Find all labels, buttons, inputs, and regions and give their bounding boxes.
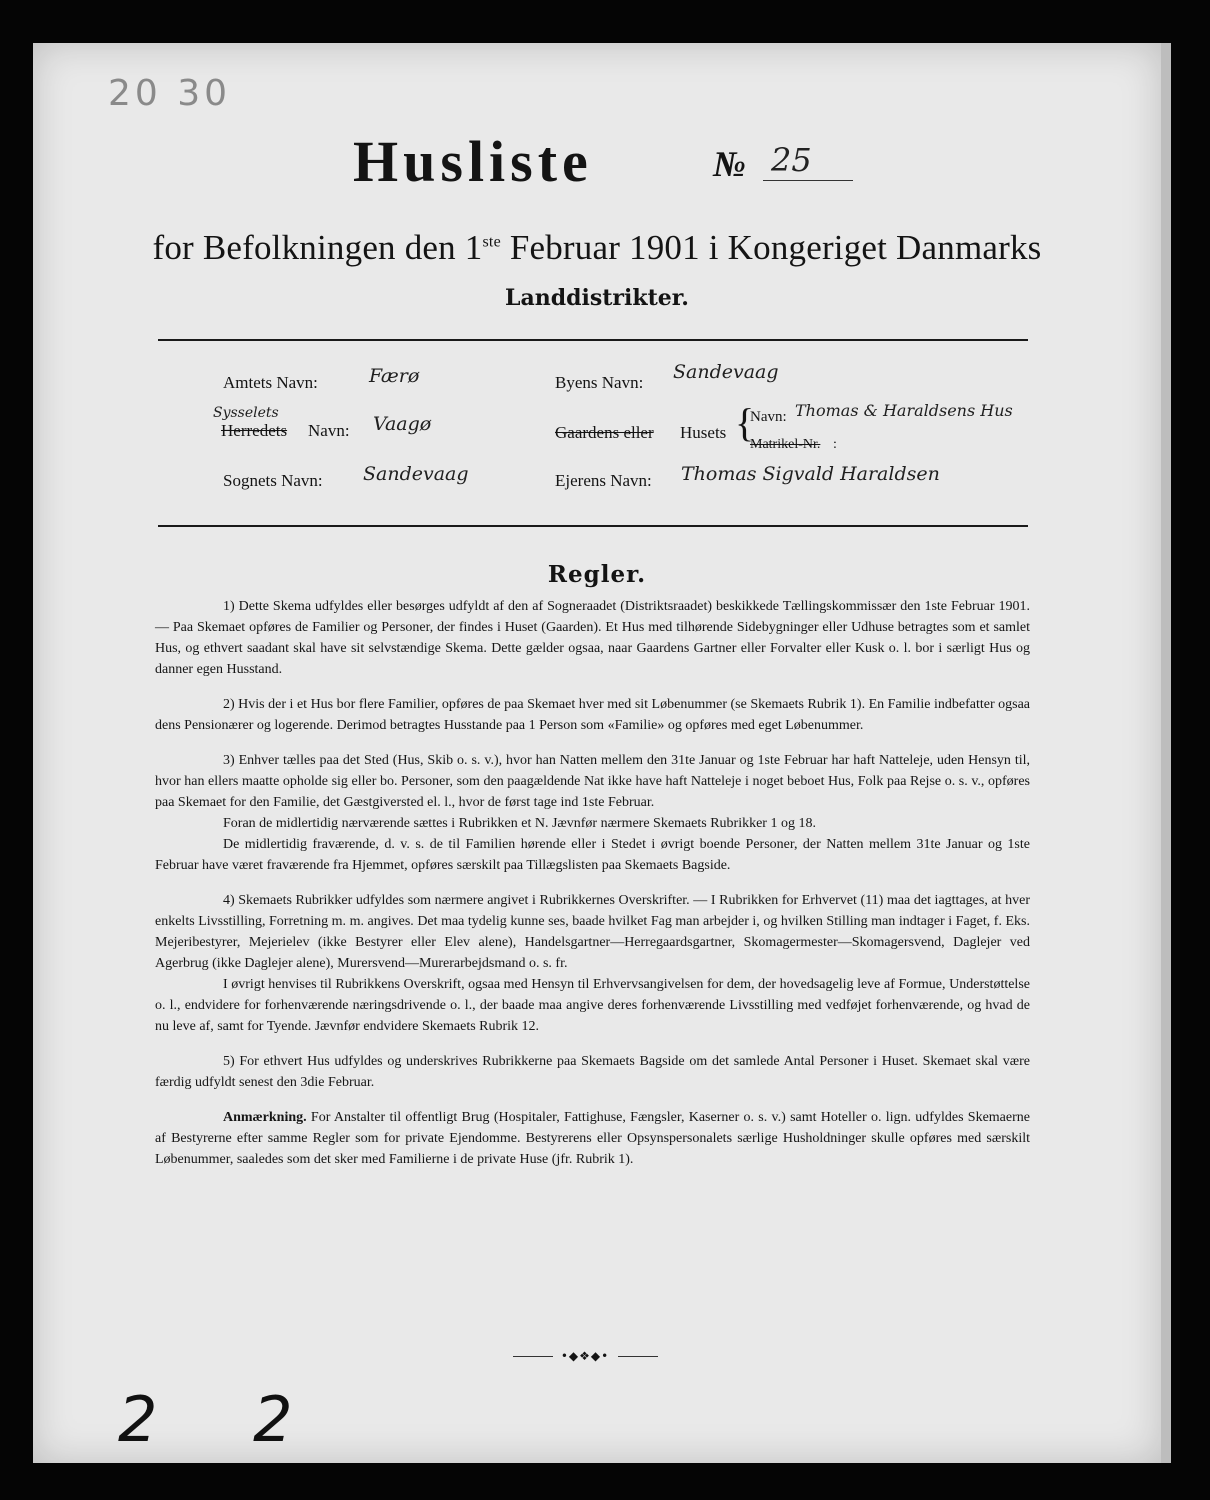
ornament: •◆❖◆• [560,1349,610,1363]
pencil-page-number: 20 30 [108,73,232,114]
census-form-page [33,43,1161,1463]
by-value: Sandevaag [673,361,779,383]
sogn-label: Sognets Navn: [223,471,323,490]
note-label: Anmærkning. [223,1110,307,1125]
house-name-value: Thomas & Haraldsens Hus [795,401,1013,420]
herred-label: Navn: [308,421,350,440]
ejer-value: Thomas Sigvald Haraldsen [681,463,940,485]
sogn-value: Sandevaag [363,463,469,485]
rule-3: 3) Enhver tælles paa det Sted (Hus, Skib o. s. v.), hvor han Natten mellem den 31te Januar og 1ste Februar har haft Natteleje, uden Hensyn til, hvor han ellers maatte opholde sig eller bo. Personer, som den paagældende Nat ikke have haft Natteleje i noget beboet Hus, Folk paa Rejse o. s. v., opføres paa Skemaet for den Familie, det Gæstgiversted el. l., hvor de først tage ind 1ste Februar. [155,753,1030,810]
rules-heading: Regler. [547,561,647,588]
page-edge [1161,43,1171,1463]
ornament-line-right [618,1356,658,1357]
rule-3-temporary-present: Foran de midlertidig nærværende sættes i Rubrikken et N. Jævnfør nærmere Skemaets Rubrikker 1 og 18. [223,816,816,831]
top-divider [158,339,1028,341]
rule-2: 2) Hvis der i et Hus bor flere Familier, opføres de paa Skemaet hver med sit Løbenummer (se Skemaets Rubrik 1). En Familie indbefatter ogsaa dens Pensionærer og logerende. Derimod betragtes Husstande paa 1 Person som «Familie» og opføres med eget Løbenummer. [155,697,1030,733]
house-list-number: 25 [771,141,812,179]
number-symbol: № [713,144,746,184]
rule-4: 4) Skemaets Rubrikker udfyldes som nærmere angivet i Rubrikkernes Overskrifter. — I Rubrikken for Erhvervet (11) maa det iagttages, at hver enkelts Livsstilling, Forretning m. m. angives. Det maa tydelig kunne ses, baade hvilket Fag man arbejder i, og hvilken Stilling man indtager i Faget, f. Eks. Mejeribestyrer, Mejerielev (ikke Bestyrer eller Elev alene), Handelsgartner—Herregaardsgartner, Skomagermester—Skomagersvend, Daglejer ved Agerbrug (ikke Daglejer alene), Murersvend—Murerarbejdsmand o. s. fr. [155,893,1030,971]
amt-value: Færø [369,365,420,387]
herred-value: Vaagø [373,413,432,435]
number-underline [763,180,853,181]
bottom-divider [158,525,1028,527]
herred-struck-label: Herredets [221,421,288,440]
subtitle-text: for Befolkningen den 1 [152,228,483,267]
district-heading: Landdistrikter. [505,285,689,311]
herred-inserted-word: Sysselets [213,405,279,421]
gaard-struck-label: Gaardens eller [555,423,654,442]
rule-3-temporary-absent: De midlertidig fraværende, d. v. s. de til Familien hørende eller i Stedet i øvrigt boende Personer, der Natten mellem 31te Januar og 1ste Februar have været fraværende fra Hjemmet, opføres særskilt paa Tillægslisten paa Skemaets Bagside. [155,837,1030,873]
amt-label: Amtets Navn: [223,373,318,392]
by-label: Byens Navn: [555,373,644,392]
form-subtitle [33,228,1161,268]
husets-label: Husets [680,423,727,442]
matrikel-struck-label: Matrikel-Nr. [750,437,821,452]
subtitle-text-end: Februar 1901 i Kongeriget Danmarks [500,228,1042,267]
handwritten-sheet-number: 2 2 [118,1383,331,1456]
form-title: Husliste [353,129,593,194]
navn-label: Navn: [750,409,787,425]
subtitle-superscript: ste [482,233,501,251]
note-paragraph [155,1107,1030,1170]
rules-body [155,596,1030,1184]
ejer-label: Ejerens Navn: [555,471,652,490]
note-text: For Anstalter til offentligt Brug (Hospitaler, Fattighuse, Fængsler, Kaserner o. s. v.) samt Hoteller o. lign. udfyldes Skemaerne af Bestyrerne efter samme Regler som for private Ejendomme. Bestyrerens eller Opsynspersonalets særlige Husholdninger skulle opføres med særskilt Løbenummer, saaledes som det sker med Familierne i de private Huse (jfr. Rubrik 1). [155,1110,1030,1167]
matrikel-colon: : [833,437,837,452]
rule-5: 5) For ethvert Hus udfyldes og underskrives Rubrikkerne paa Skemaets Bagside om det samlede Antal Personer i Huset. Skemaet skal være færdig udfyldt senest den 3die Februar. [155,1054,1030,1090]
rule-4-continued: I øvrigt henvises til Rubrikkens Overskrift, ogsaa med Hensyn til Erhvervsangivelsen for dem, der hovedsagelig leve af Formue, Understøttelse o. l., endvidere for forhenværende næringsdrivende o. l., der baade maa angive deres forhenværende Livsstilling med vedføjet forhenværende, og hvad de nu leve af, samt for Tyende. Jævnfør endvidere Skemaets Rubrik 12. [155,977,1030,1034]
rule-1: 1) Dette Skema udfyldes eller besørges udfyldt af den af Sogneraadet (Distriktsraadet) beskikkede Tællingskommissær den 1ste Februar 1901. — Paa Skemaet opføres de Familier og Personer, der findes i Huset (Gaarden). Et Hus med tilhørende Sidebygninger eller Udhuse betragtes som et samlet Hus, og ethvert saadant skal have sit selvstændige Skema. Dette gælder ogsaa, naar Gaardens Gartner eller Forvalter eller Kusk o. l. bor i særligt Hus og danner egen Husstand. [155,599,1030,677]
brace: { [735,400,755,445]
